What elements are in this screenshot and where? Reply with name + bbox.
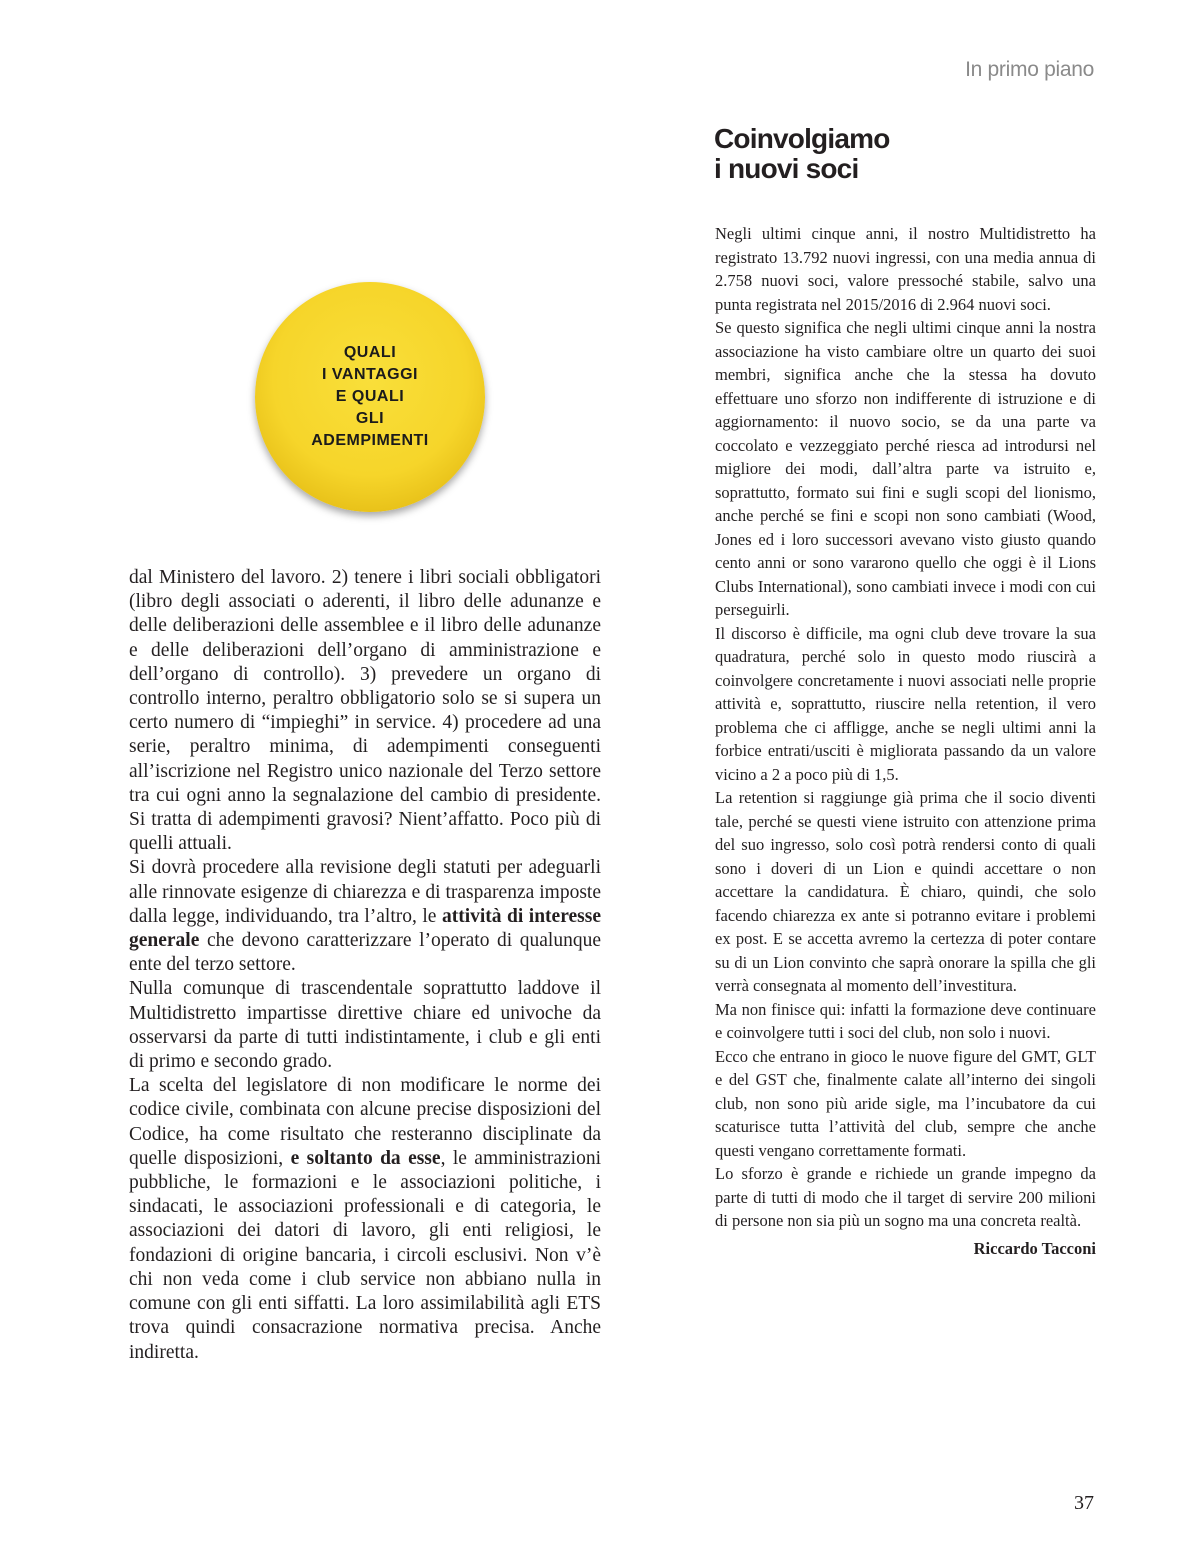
right-paragraph: Ma non finisce qui: infatti la formazione deve continuare e coinvolgere tutti i soci del club, non solo i nuovi. (715, 999, 1096, 1042)
badge-line: E QUALI (335, 388, 405, 405)
left-paragraph-1: dal Ministero del lavoro. 2) tenere i libri sociali obbligatori (libro degli associati o aderenti, il libro delle adunanze e delle deliberazioni delle assemblee e il libro delle adunanze e delle deliberazioni dell’organo di amministrazione e dell’organo di controllo). 3) prevedere un organo di controllo interno, peraltro obbligatorio solo se si supera un certo numero di “impieghi” in service. 4) procedere ad una serie, peraltro minima, di adempimenti conseguenti all’iscrizione nel Registro unico nazionale del Terzo settore tra cui ogni anno la segnalazione del cambio di presidente. Si tratta di adempimenti gravosi? Nient’affatto. Poco più di quelli attuali. (129, 567, 601, 855)
right-paragraph: Se questo significa che negli ultimi cinque anni la nostra associazione ha visto cambiare oltre un quarto dei suoi membri, significa anche che la stessa ha dovuto effettuare uno sforzo non indifferente di istruzione e di aggiornamento: il nuovo socio, se da una parte va coccolato e vezzeggiato perché riesca ad introdursi nel migliore dei modi, dall’altra parte va istruito e, soprattutto, formato sui fini e sugli scopi del lionismo, anche perché se fini e scopi non sono cambiati (Wood, Jones ed i loro successori avevano visto giusto quando cento anni or sono vararono quello che oggi è il Lions Clubs International), sono cambiati invece i modi con cui perseguirli. (715, 318, 1096, 619)
paragraph-text: La scelta del legislatore di non modificare le norme dei codice civile, combinata con alcune precise disposizioni del Codice, ha come risultato che resteranno disciplinate da quelle disposizioni, (129, 1075, 601, 1169)
left-paragraph-3: Nulla comunque di trascendentale soprattutto laddove il Multidistretto impartisse direttive chiare ed univoche da osservarsi da parte di tutti indistintamente, i club e gli enti di primo e secondo grado. (129, 978, 601, 1073)
right-paragraph: La retention si raggiunge già prima che il socio diventi tale, perché se questi viene istruito con attenzione prima del suo ingresso, solo così potrà rendersi conto di quali sono i doveri di un Lion e quindi accettare o non accettare la candidatura. È chiaro, quindi, che solo facendo chiarezza ex ante si potranno evitare i problemi ex post. E se accetta avremo la certezza di poter contare su di un Lion convinto che saprà onorare la spilla che gli verrà consegnata al momento dell’investitura. (715, 788, 1096, 995)
bold-phrase: attività di interesse generale (129, 905, 601, 952)
badge-line: ADEMPIMENTI (311, 432, 429, 449)
right-column-text (715, 222, 1096, 1260)
badge-line: GLI (355, 410, 385, 427)
right-paragraph: Lo sforzo è grande e richiede un grande impegno da parte di tutti di modo che il target di servire 200 milioni di persone non sia più un sogno ma una concreta realtà. (715, 1164, 1096, 1230)
badge-line: I VANTAGGI (322, 366, 418, 383)
right-paragraph: Negli ultimi cinque anni, il nostro Multidistretto ha registrato 13.792 nuovi ingressi, con una media annua di 2.758 nuovi soci, valore pressoché stabile, salvo una punta registrata nel 2015/2016 di 2.964 nuovi soci. (715, 224, 1096, 314)
left-paragraph-2 (129, 856, 601, 977)
paragraph-text: , le amministrazioni pubbliche, le formazioni e le associazioni politiche, i sindacati, le associazioni professionali e di categoria, le associazioni dei datori di lavoro, gli enti religiosi, le fondazioni di origine bancaria, i circoli esclusivi. Non v’è chi non veda come i club service non abbiano nulla in comune con gli enti siffatti. La loro assimilabilità agli ETS trova quindi consacrazione normativa precisa. Anche indiretta. (129, 1147, 602, 1363)
right-paragraph: Ecco che entrano in gioco le nuove figure del GMT, GLT e del GST che, finalmente calate all’interno dei singoli club, non sono più aride sigle, ma l’incubatore da cui scaturisce tutta l’attività del club, sempre che anche questi vengano correttamente formati. (715, 1046, 1096, 1160)
article-title-line-2: i nuovi soci (714, 153, 859, 184)
paragraph-text: che devono caratterizzare l’operato di qualunque ente del terzo settore. (129, 930, 601, 976)
yellow-badge (255, 282, 485, 512)
article-title-line-1: Coinvolgiamo (714, 123, 890, 154)
left-paragraph-4 (129, 1074, 601, 1364)
article-title (714, 124, 1134, 184)
left-column-text (129, 566, 601, 1365)
paragraph-text: Si dovrà procedere alla revisione degli statuti per adeguarli alle rinnovate esigenze di chiarezza e di trasparenza imposte dalla legge, individuando, tra l’altro, le (129, 857, 601, 927)
section-label: In primo piano (965, 58, 1094, 81)
bold-phrase: e soltanto da esse (290, 1147, 441, 1169)
author-signature: Riccardo Tacconi (973, 1238, 1096, 1258)
right-paragraph: Il discorso è difficile, ma ogni club deve trovare la sua quadratura, perché solo in questo modo riuscirà a coinvolgere concretamente i nuovi associati nelle proprie attività e, soprattutto, riuscire nella retention, il vero problema che ci affligge, anche se negli ultimi anni la forbice entrati/usciti è migliorata passando da un valore vicino a 2 a poco più di 1,5. (715, 623, 1096, 784)
page-number: 37 (1074, 1492, 1094, 1514)
badge-line: QUALI (343, 344, 397, 361)
